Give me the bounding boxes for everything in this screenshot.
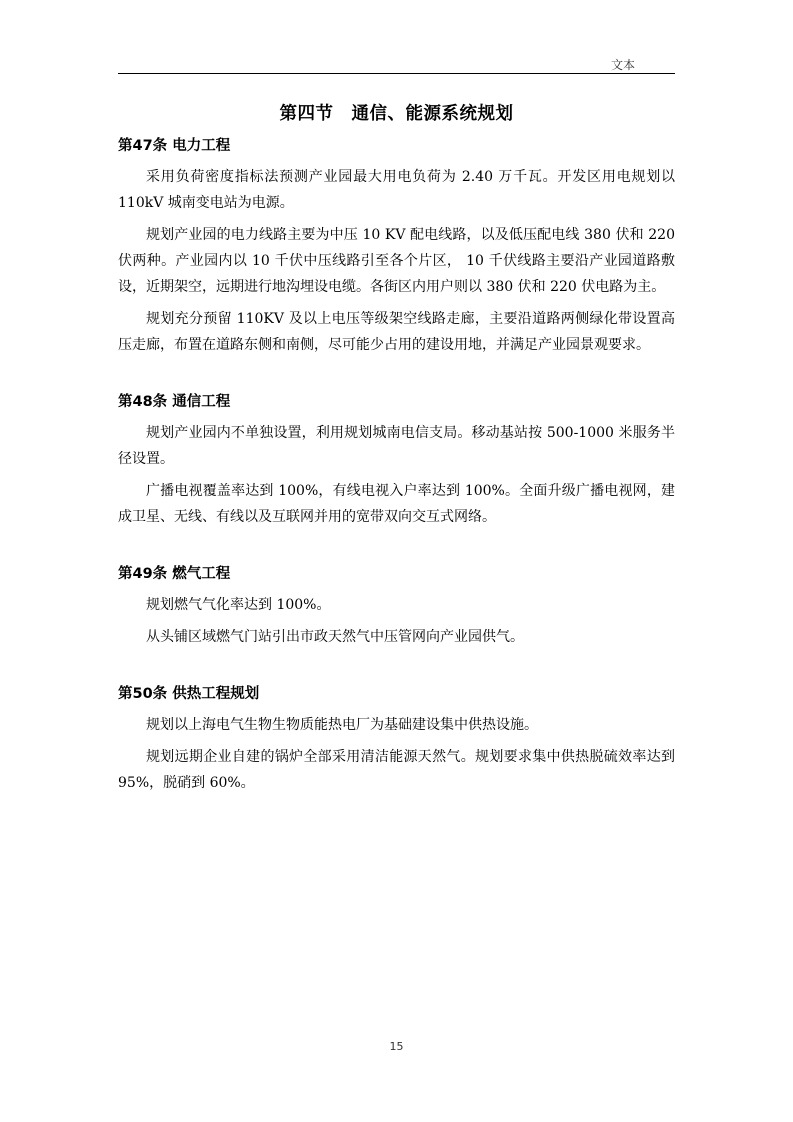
paragraph: 从头铺区域燃气门站引出市政天然气中压管网向产业园供气。	[146, 629, 524, 645]
paragraph: 广播电视覆盖率达到 100%，有线电视入户率达到 100%。全面升级广播电视网，建成卫星、无线、有线以及互联网并用的宽带双向交互式网络。	[118, 483, 675, 525]
header-rule	[118, 73, 675, 74]
paragraph: 规划产业园的电力线路主要为中压 10 KV 配电线路，以及低压配电线 380 伏和 220 伏两种。产业园内以 10 千伏中压线路引至各个片区， 10 千伏线路主要沿产业园道路敷设，近期架空，远期进行地沟埋设电缆。各街区内用户则以 380 伏和 220 伏电路为主。	[118, 227, 675, 295]
article-title: 第47条 电力工程	[118, 138, 231, 154]
page-number: 15	[389, 1040, 404, 1053]
paragraph: 规划产业园内不单独设置，利用规划城南电信支局。移动基站按 500-1000 米服务半径设置。	[118, 425, 675, 467]
article-50	[118, 682, 675, 796]
article-title: 第48条 通信工程	[118, 394, 231, 410]
document-body	[118, 100, 675, 802]
article-47	[118, 134, 675, 358]
spacer	[118, 656, 675, 682]
article-48	[118, 390, 675, 530]
article-title: 第50条 供热工程规划	[118, 686, 260, 702]
paragraph: 规划充分预留 110KV 及以上电压等级架空线路走廊，主要沿道路两侧绿化带设置高压走廊，布置在道路东侧和南侧，尽可能少占用的建设用地，并满足产业园景观要求。	[118, 311, 675, 353]
spacer	[118, 536, 675, 562]
article-title: 第49条 燃气工程	[118, 566, 231, 582]
header-label: 文本	[610, 58, 635, 72]
paragraph: 规划以上海电气生物生物质能热电厂为基础建设集中供热设施。	[146, 717, 538, 733]
paragraph: 规划远期企业自建的锅炉全部采用清洁能源天然气。规划要求集中供热脱硫效率达到 95%，脱硝到 60%。	[118, 749, 675, 791]
paragraph: 规划燃气气化率达到 100%。	[146, 597, 331, 613]
spacer	[118, 364, 675, 390]
article-49	[118, 562, 675, 650]
section-title: 第四节 通信、能源系统规划	[279, 104, 514, 124]
paragraph: 采用负荷密度指标法预测产业园最大用电负荷为 2.40 万千瓦。开发区用电规划以 110kV 城南变电站为电源。	[118, 169, 675, 211]
